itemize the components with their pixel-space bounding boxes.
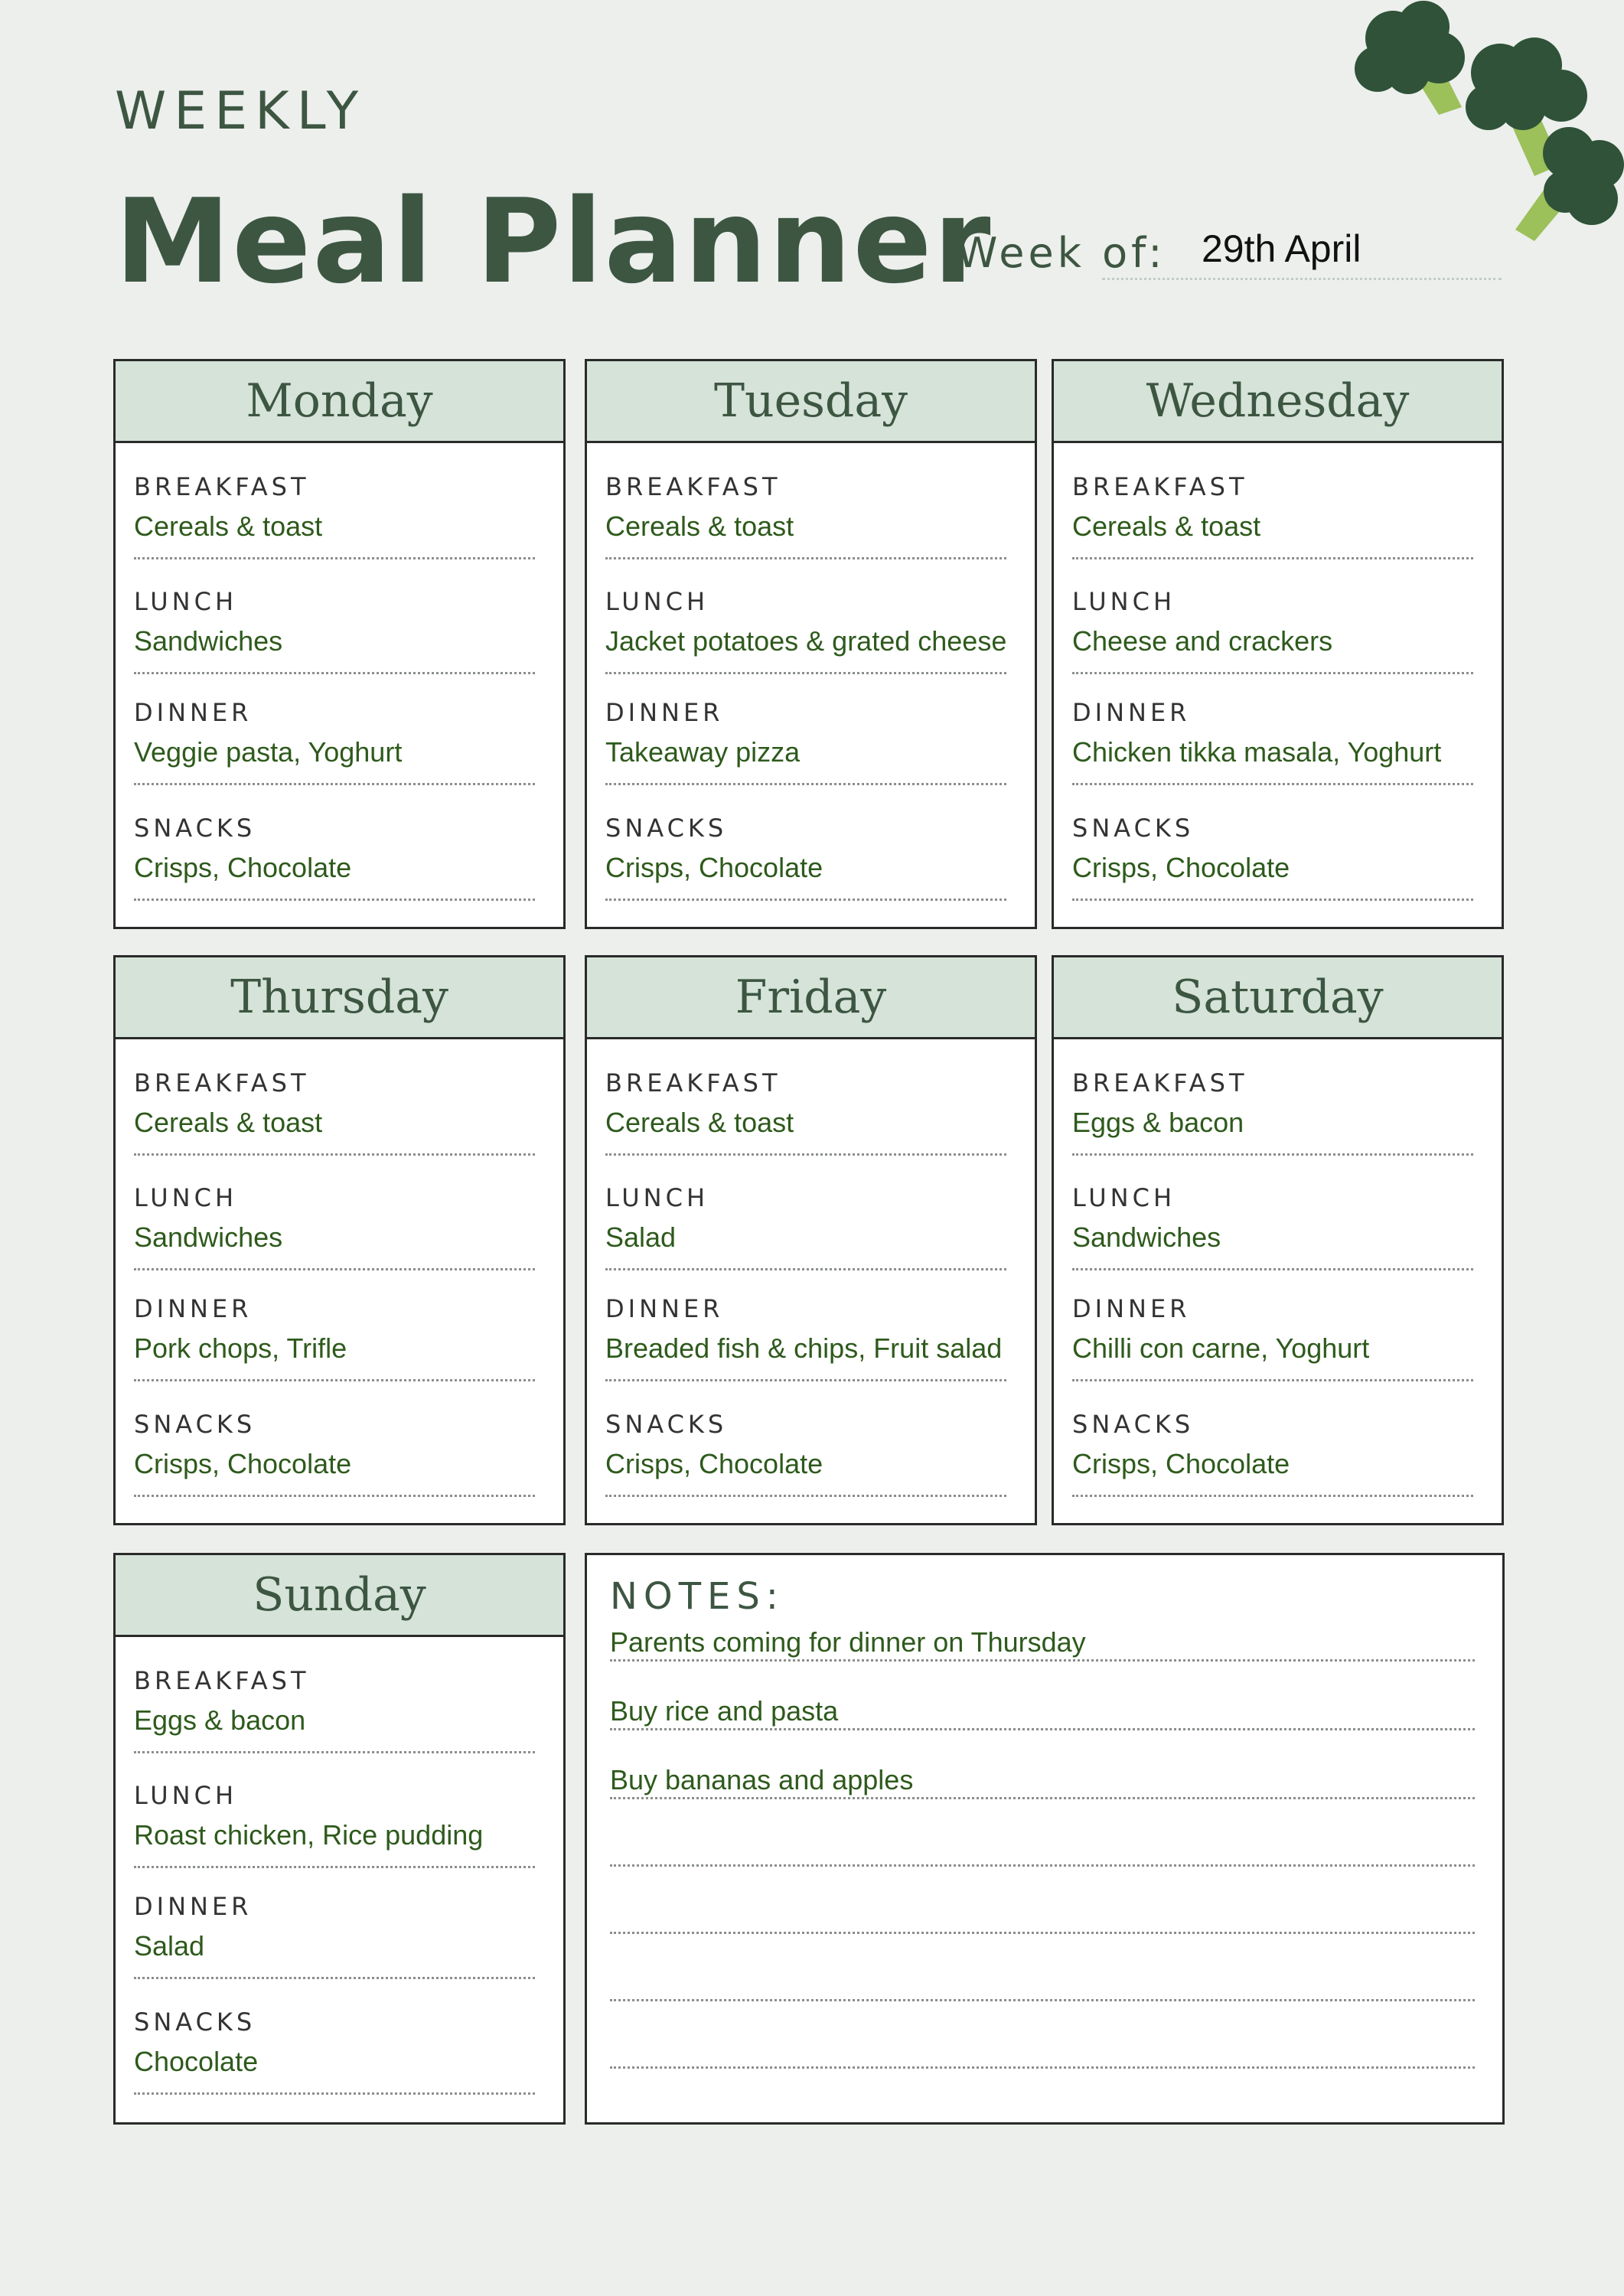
- meal-lunch: [134, 1783, 535, 1898]
- day-title: Thursday: [116, 957, 563, 1039]
- dinner-entry[interactable]: Veggie pasta, Yoghurt: [134, 739, 535, 785]
- notes-card: [585, 1553, 1505, 2125]
- meal-label-dinner: DINNER: [605, 698, 724, 727]
- meal-label-snacks: SNACKS: [605, 1410, 728, 1439]
- meal-dinner: [605, 700, 1006, 815]
- dinner-entry[interactable]: Chilli con carne, Yoghurt: [1072, 1335, 1473, 1381]
- meal-breakfast: [1072, 1068, 1473, 1186]
- dinner-entry[interactable]: Salad: [134, 1932, 535, 1979]
- lunch-entry[interactable]: Cheese and crackers: [1072, 628, 1473, 674]
- breakfast-entry[interactable]: Cereals & toast: [605, 1109, 1006, 1156]
- meal-dinner: [605, 1296, 1006, 1411]
- meal-label-lunch: LUNCH: [134, 1183, 237, 1212]
- meal-label-snacks: SNACKS: [605, 814, 728, 843]
- meal-snacks: [605, 1412, 1006, 1527]
- meal-lunch: [1072, 589, 1473, 704]
- dinner-entry[interactable]: Pork chops, Trifle: [134, 1335, 535, 1381]
- meal-label-breakfast: BREAKFAST: [134, 1666, 310, 1695]
- day-title: Wednesday: [1054, 361, 1502, 443]
- note-line[interactable]: [610, 1834, 1475, 1867]
- snacks-entry[interactable]: Chocolate: [134, 2048, 535, 2095]
- lunch-entry[interactable]: Sandwiches: [134, 1224, 535, 1270]
- meal-label-lunch: LUNCH: [605, 587, 709, 616]
- day-title: Tuesday: [587, 361, 1035, 443]
- breakfast-entry[interactable]: Cereals & toast: [134, 1109, 535, 1156]
- note-line[interactable]: Buy rice and pasta: [610, 1698, 1475, 1730]
- snacks-entry[interactable]: Crisps, Chocolate: [605, 854, 1006, 901]
- snacks-entry[interactable]: Crisps, Chocolate: [1072, 1450, 1473, 1497]
- meal-label-snacks: SNACKS: [1072, 814, 1195, 843]
- meal-lunch: [605, 589, 1006, 704]
- lunch-entry[interactable]: Sandwiches: [1072, 1224, 1473, 1270]
- day-title: Saturday: [1054, 957, 1502, 1039]
- dinner-entry[interactable]: Breaded fish & chips, Fruit salad: [605, 1335, 1006, 1381]
- week-of-field[interactable]: 29th April: [1102, 230, 1502, 280]
- broccoli-icon: [1355, 1, 1465, 115]
- day-card-monday: [113, 359, 566, 929]
- meal-label-lunch: LUNCH: [134, 587, 237, 616]
- meal-label-snacks: SNACKS: [1072, 1410, 1195, 1439]
- snacks-entry[interactable]: Crisps, Chocolate: [134, 1450, 535, 1497]
- meal-snacks: [605, 816, 1006, 931]
- meal-dinner: [134, 700, 535, 815]
- meal-label-lunch: LUNCH: [1072, 587, 1176, 616]
- day-card-friday: [585, 955, 1037, 1525]
- day-card-sunday: [113, 1553, 566, 2125]
- day-card-tuesday: [585, 359, 1037, 929]
- meal-label-dinner: DINNER: [134, 1294, 253, 1323]
- lunch-entry[interactable]: Salad: [605, 1224, 1006, 1270]
- meal-breakfast: [134, 472, 535, 589]
- meal-dinner: [1072, 700, 1473, 815]
- meal-label-breakfast: BREAKFAST: [134, 1068, 310, 1097]
- note-line[interactable]: Buy bananas and apples: [610, 1766, 1475, 1799]
- lunch-entry[interactable]: Jacket potatoes & grated cheese: [605, 628, 1006, 674]
- day-card-thursday: [113, 955, 566, 1525]
- dinner-entry[interactable]: Chicken tikka masala, Yoghurt: [1072, 739, 1473, 785]
- meal-label-dinner: DINNER: [1072, 1294, 1191, 1323]
- meal-label-dinner: DINNER: [1072, 698, 1191, 727]
- broccoli-illustration: [1347, 0, 1624, 253]
- meal-dinner: [1072, 1296, 1473, 1411]
- breakfast-entry[interactable]: Eggs & bacon: [134, 1707, 535, 1753]
- notes-title: NOTES:: [610, 1575, 784, 1618]
- week-of-label: Week of:: [957, 229, 1166, 277]
- meal-breakfast: [134, 1068, 535, 1186]
- meal-snacks: [1072, 1412, 1473, 1527]
- meal-breakfast: [134, 1668, 535, 1783]
- meal-snacks: [134, 1412, 535, 1527]
- meal-label-breakfast: BREAKFAST: [605, 472, 781, 501]
- meal-lunch: [134, 1183, 535, 1300]
- meal-label-breakfast: BREAKFAST: [134, 472, 310, 501]
- breakfast-entry[interactable]: Eggs & bacon: [1072, 1109, 1473, 1156]
- meal-snacks: [134, 2007, 535, 2125]
- page-title: Meal Planner: [115, 174, 993, 309]
- meal-label-snacks: SNACKS: [134, 814, 256, 843]
- meal-label-breakfast: BREAKFAST: [605, 1068, 781, 1097]
- breakfast-entry[interactable]: Cereals & toast: [1072, 513, 1473, 559]
- lunch-entry[interactable]: Sandwiches: [134, 628, 535, 674]
- lunch-entry[interactable]: Roast chicken, Rice pudding: [134, 1821, 535, 1868]
- note-line[interactable]: [610, 1968, 1475, 2001]
- snacks-entry[interactable]: Crisps, Chocolate: [134, 854, 535, 901]
- meal-snacks: [134, 816, 535, 931]
- meal-label-dinner: DINNER: [134, 698, 253, 727]
- meal-breakfast: [605, 1068, 1006, 1186]
- meal-dinner: [134, 1296, 535, 1411]
- dinner-entry[interactable]: Takeaway pizza: [605, 739, 1006, 785]
- header-label: WEEKLY: [115, 81, 367, 142]
- breakfast-entry[interactable]: Cereals & toast: [605, 513, 1006, 559]
- meal-dinner: [134, 1894, 535, 2009]
- day-card-saturday: [1052, 955, 1504, 1525]
- note-line[interactable]: [610, 1901, 1475, 1934]
- meal-label-snacks: SNACKS: [134, 1410, 256, 1439]
- day-title: Friday: [587, 957, 1035, 1039]
- meal-label-lunch: LUNCH: [605, 1183, 709, 1212]
- note-line[interactable]: [610, 2036, 1475, 2069]
- snacks-entry[interactable]: Crisps, Chocolate: [605, 1450, 1006, 1497]
- meal-breakfast: [605, 472, 1006, 589]
- meal-label-dinner: DINNER: [605, 1294, 724, 1323]
- meal-lunch: [605, 1183, 1006, 1300]
- meal-label-breakfast: BREAKFAST: [1072, 472, 1248, 501]
- meal-label-dinner: DINNER: [134, 1892, 253, 1921]
- snacks-entry[interactable]: Crisps, Chocolate: [1072, 854, 1473, 901]
- meal-label-lunch: LUNCH: [134, 1781, 237, 1810]
- meal-lunch: [1072, 1183, 1473, 1300]
- meal-breakfast: [1072, 472, 1473, 589]
- meal-snacks: [1072, 816, 1473, 931]
- day-title: Sunday: [116, 1555, 563, 1637]
- meal-label-breakfast: BREAKFAST: [1072, 1068, 1248, 1097]
- day-title: Monday: [116, 361, 563, 443]
- day-card-wednesday: [1052, 359, 1504, 929]
- note-line[interactable]: Parents coming for dinner on Thursday: [610, 1629, 1475, 1662]
- breakfast-entry[interactable]: Cereals & toast: [134, 513, 535, 559]
- meal-label-snacks: SNACKS: [134, 2007, 256, 2037]
- meal-lunch: [134, 589, 535, 704]
- meal-label-lunch: LUNCH: [1072, 1183, 1176, 1212]
